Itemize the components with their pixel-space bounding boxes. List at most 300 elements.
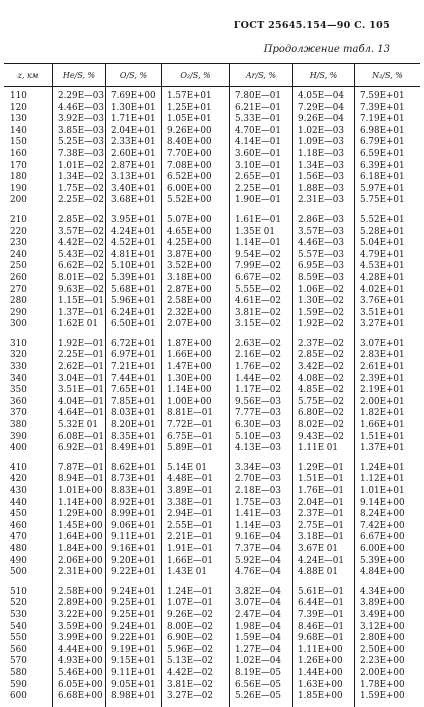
value-cell: 2.87E+01 <box>111 160 156 171</box>
value-cell: 1.91E—01 <box>167 543 213 554</box>
value-cell: 6.05E+00 <box>58 679 103 690</box>
value-cell: 5.68E+01 <box>111 284 156 295</box>
altitude-cell: 450 <box>10 509 27 520</box>
value-cell: 1.01E+01 <box>360 486 405 496</box>
value-cell: 5.26E—05 <box>235 691 281 702</box>
value-cell: 4.88E 01 <box>298 567 338 578</box>
value-cell: 6.97E+01 <box>111 350 156 361</box>
value-cell: 7.87E—01 <box>58 462 104 473</box>
altitude-cell: 140 <box>10 125 27 136</box>
value-cell: 2.47E—04 <box>235 609 281 620</box>
row-block <box>162 583 229 707</box>
value-cell: 8.02E—02 <box>298 420 344 431</box>
value-cell: 9.43E—02 <box>298 431 344 442</box>
value-cell: 1.26E+00 <box>298 656 343 667</box>
header-h: H/S, % <box>292 64 354 86</box>
value-cell: 5.43E—02 <box>58 249 104 260</box>
value-cell: 1.92E—01 <box>58 338 104 349</box>
value-cell: 2.83E+01 <box>360 350 405 361</box>
page-header: ГОСТ 25645.154—90 С. 105 <box>233 20 390 31</box>
altitude-cell: 330 <box>10 362 27 373</box>
column-o <box>105 87 161 707</box>
altitude-cell: 530 <box>10 609 27 620</box>
value-cell: 1.17E—02 <box>235 385 281 396</box>
value-cell: 4.02E+01 <box>360 284 405 295</box>
value-cell: 1.05E+01 <box>167 114 212 125</box>
altitude-cell: 130 <box>10 114 27 125</box>
value-cell: 3.57E—02 <box>58 226 104 237</box>
value-cell: 2.23E+00 <box>360 656 405 667</box>
value-cell: 9.26E—04 <box>298 114 344 125</box>
value-cell: 1.44E—02 <box>235 373 281 384</box>
header-ar: Ar/S, % <box>229 64 292 86</box>
row-block <box>106 459 161 583</box>
altitude-cell: 220 <box>10 226 27 237</box>
value-cell: 8.19E—05 <box>235 667 281 678</box>
value-cell: 2.87E+00 <box>167 284 212 295</box>
value-cell: 3.92E—03 <box>58 114 104 125</box>
altitude-cell: 440 <box>10 497 27 508</box>
value-cell: 2.18E—03 <box>235 486 281 496</box>
altitude-cell: 510 <box>10 586 27 597</box>
value-cell: 1.41E—03 <box>235 509 281 520</box>
value-cell: 1.76E—01 <box>298 486 344 496</box>
row-block <box>355 87 420 211</box>
altitude-cell: 520 <box>10 598 27 609</box>
value-cell: 3.76E+01 <box>360 296 405 307</box>
value-cell: 6.98E+01 <box>360 125 405 136</box>
value-cell: 3.89E—01 <box>167 486 213 496</box>
value-cell: 3.82E—04 <box>235 586 281 597</box>
value-cell: 9.22E+01 <box>111 567 156 578</box>
header-o2: O₂/S, % <box>161 64 229 86</box>
value-cell: 6.08E—01 <box>58 431 104 442</box>
value-cell: 6.68E+00 <box>58 691 103 702</box>
altitude-cell: 110 <box>10 91 27 101</box>
value-cell: 9.25E+01 <box>111 609 156 620</box>
value-cell: 1.11E+00 <box>298 644 343 655</box>
value-cell: 1.06E—02 <box>298 284 344 295</box>
value-cell: 6.90E—02 <box>167 633 213 644</box>
value-cell: 7.70E+00 <box>167 148 212 159</box>
value-cell: 3.99E+00 <box>58 633 103 644</box>
value-cell: 9.56E—03 <box>235 396 281 407</box>
value-cell: 4.81E+01 <box>111 249 156 260</box>
altitude-cell: 250 <box>10 261 27 272</box>
value-cell: 6.67E+00 <box>360 532 405 543</box>
altitude-cell: 460 <box>10 520 27 531</box>
value-cell: 5.33E—01 <box>235 114 281 125</box>
value-cell: 8.20E+01 <box>111 420 156 431</box>
value-cell: 1.59E—02 <box>298 307 344 318</box>
value-cell: 3.34E—03 <box>235 462 281 473</box>
header-n2: N₂/S, % <box>354 64 420 86</box>
row-block <box>106 335 161 459</box>
value-cell: 5.57E—03 <box>298 249 344 260</box>
value-cell: 7.19E+01 <box>360 114 405 125</box>
value-cell: 6.44E—01 <box>298 598 344 609</box>
table-header-row <box>4 63 420 87</box>
row-block <box>4 335 52 459</box>
value-cell: 5.52E+00 <box>167 195 212 206</box>
altitude-cell: 360 <box>10 396 27 407</box>
value-cell: 3.49E+00 <box>360 609 405 620</box>
value-cell: 1.29E—01 <box>298 462 344 473</box>
value-cell: 6.92E—01 <box>58 443 104 454</box>
value-cell: 9.16E—04 <box>235 532 281 543</box>
value-cell: 7.69E+00 <box>111 91 156 101</box>
row-block <box>293 335 354 459</box>
value-cell: 6.59E+01 <box>360 148 405 159</box>
value-cell: 5.28E+01 <box>360 226 405 237</box>
altitude-cell: 380 <box>10 420 27 431</box>
value-cell: 6.95E—03 <box>298 261 344 272</box>
value-cell: 9.15E+01 <box>111 656 156 667</box>
altitude-cell: 180 <box>10 172 27 183</box>
value-cell: 3.67E 01 <box>298 543 338 554</box>
value-cell: 5.10E+01 <box>111 261 156 272</box>
value-cell: 3.42E—02 <box>298 362 344 373</box>
column-o2 <box>161 87 229 707</box>
row-block <box>230 87 292 211</box>
value-cell: 1.15E—01 <box>58 296 104 307</box>
value-cell: 4.28E+01 <box>360 272 405 283</box>
value-cell: 6.00E+00 <box>360 543 405 554</box>
value-cell: 7.08E+00 <box>167 160 212 171</box>
value-cell: 1.14E—01 <box>235 238 281 249</box>
value-cell: 1.76E—02 <box>235 362 281 373</box>
value-cell: 8.24E+00 <box>360 509 405 520</box>
column-ar <box>229 87 292 707</box>
value-cell: 2.33E+01 <box>111 137 156 148</box>
altitude-cell: 260 <box>10 272 27 283</box>
value-cell: 2.61E+01 <box>360 362 405 373</box>
row-block <box>293 87 354 211</box>
value-cell: 5.39E+01 <box>111 272 156 283</box>
value-cell: 6.21E—01 <box>235 102 281 113</box>
value-cell: 2.37E—01 <box>298 509 344 520</box>
value-cell: 1.18E—03 <box>298 148 344 159</box>
value-cell: 9.54E—02 <box>235 249 281 260</box>
row-block <box>4 459 52 583</box>
value-cell: 1.30E—02 <box>298 296 344 307</box>
value-cell: 2.16E—02 <box>235 350 281 361</box>
value-cell: 8.03E+01 <box>111 408 156 419</box>
value-cell: 1.37E+01 <box>360 443 405 454</box>
value-cell: 2.19E+01 <box>360 385 405 396</box>
header-o: O/S, % <box>105 64 161 86</box>
value-cell: 5.13E—02 <box>167 656 213 667</box>
value-cell: 5.04E+01 <box>360 238 405 249</box>
value-cell: 1.45E+00 <box>58 520 103 531</box>
value-cell: 3.51E+01 <box>360 307 405 318</box>
value-cell: 2.85E—02 <box>298 350 344 361</box>
value-cell: 6.80E—02 <box>298 408 344 419</box>
value-cell: 1.66E+00 <box>167 350 212 361</box>
row-block <box>53 87 105 211</box>
row-block <box>53 583 105 707</box>
row-block <box>355 211 420 335</box>
altitude-cell: 310 <box>10 338 27 349</box>
value-cell: 6.24E+01 <box>111 307 156 318</box>
row-block <box>162 211 229 335</box>
value-cell: 8.01E—02 <box>58 272 104 283</box>
value-cell: 1.51E—01 <box>298 474 344 485</box>
altitude-cell: 390 <box>10 431 27 442</box>
value-cell: 3.12E+00 <box>360 621 405 632</box>
value-cell: 3.40E+01 <box>111 183 156 194</box>
altitude-cell: 580 <box>10 667 27 678</box>
value-cell: 6.67E—02 <box>235 272 281 283</box>
altitude-cell: 270 <box>10 284 27 295</box>
altitude-cell: 570 <box>10 656 27 667</box>
altitude-cell: 300 <box>10 319 27 330</box>
value-cell: 8.46E—01 <box>298 621 344 632</box>
value-cell: 5.75E+01 <box>360 195 405 206</box>
value-cell: 5.07E+00 <box>167 214 212 225</box>
altitude-cell: 370 <box>10 408 27 419</box>
value-cell: 1.75E—02 <box>58 183 104 194</box>
value-cell: 1.24E+01 <box>360 462 405 473</box>
value-cell: 1.63E+00 <box>298 679 343 690</box>
value-cell: 2.00E+01 <box>360 396 405 407</box>
value-cell: 1.12E+01 <box>360 474 405 485</box>
value-cell: 8.62E+01 <box>111 462 156 473</box>
row-block <box>230 335 292 459</box>
value-cell: 4.46E—03 <box>58 102 104 113</box>
value-cell: 3.57E—03 <box>298 226 344 237</box>
value-cell: 7.99E—02 <box>235 261 281 272</box>
value-cell: 1.66E—01 <box>167 555 213 566</box>
value-cell: 2.31E—03 <box>298 195 344 206</box>
value-cell: 9.24E+01 <box>111 586 156 597</box>
value-cell: 1.85E+00 <box>298 691 343 702</box>
value-cell: 6.18E+01 <box>360 172 405 183</box>
value-cell: 3.04E—01 <box>58 373 104 384</box>
altitude-cell: 120 <box>10 102 27 113</box>
altitude-cell: 290 <box>10 307 27 318</box>
row-block <box>162 335 229 459</box>
row-block <box>293 211 354 335</box>
value-cell: 7.37E—04 <box>235 543 281 554</box>
value-cell: 8.81E—01 <box>167 408 213 419</box>
value-cell: 8.49E+01 <box>111 443 156 454</box>
data-table <box>4 63 420 707</box>
value-cell: 4.08E—02 <box>298 373 344 384</box>
value-cell: 8.40E+00 <box>167 137 212 148</box>
header-he: He/S, % <box>52 64 105 86</box>
value-cell: 9.19E+01 <box>111 644 156 655</box>
value-cell: 3.18E+00 <box>167 272 212 283</box>
value-cell: 9.63E—02 <box>58 284 104 295</box>
value-cell: 3.27E—02 <box>167 691 213 702</box>
value-cell: 4.70E—01 <box>235 125 281 136</box>
value-cell: 2.86E—03 <box>298 214 344 225</box>
value-cell: 1.51E+01 <box>360 431 405 442</box>
value-cell: 1.34E—02 <box>58 172 104 183</box>
altitude-cell: 340 <box>10 373 27 384</box>
value-cell: 5.10E—03 <box>235 431 281 442</box>
altitude-cell: 280 <box>10 296 27 307</box>
value-cell: 1.92E—02 <box>298 319 344 330</box>
value-cell: 7.21E+01 <box>111 362 156 373</box>
value-cell: 2.00E+00 <box>360 667 405 678</box>
value-cell: 2.94E—01 <box>167 509 213 520</box>
value-cell: 9.16E+01 <box>111 543 156 554</box>
value-cell: 7.77E—03 <box>235 408 281 419</box>
value-cell: 6.50E+01 <box>111 319 156 330</box>
value-cell: 7.42E+00 <box>360 520 405 531</box>
row-block <box>230 459 292 583</box>
altitude-cell: 540 <box>10 621 27 632</box>
value-cell: 2.21E—01 <box>167 532 213 543</box>
altitude-cell: 550 <box>10 633 27 644</box>
value-cell: 4.64E—01 <box>58 408 104 419</box>
value-cell: 3.27E+01 <box>360 319 405 330</box>
altitude-cell: 430 <box>10 486 27 496</box>
value-cell: 2.63E—02 <box>235 338 281 349</box>
value-cell: 2.60E+01 <box>111 148 156 159</box>
row-block <box>106 583 161 707</box>
value-cell: 1.59E+00 <box>360 691 405 702</box>
value-cell: 4.52E+01 <box>111 238 156 249</box>
altitude-cell: 190 <box>10 183 27 194</box>
value-cell: 4.24E+01 <box>111 226 156 237</box>
value-cell: 9.11E+01 <box>111 667 156 678</box>
value-cell: 9.11E+01 <box>111 532 156 543</box>
value-cell: 5.32E 01 <box>58 420 98 431</box>
header-altitude: z, км <box>17 70 39 80</box>
value-cell: 2.62E—01 <box>58 362 104 373</box>
value-cell: 7.65E+01 <box>111 385 156 396</box>
value-cell: 2.75E—01 <box>298 520 344 531</box>
value-cell: 8.83E+01 <box>111 486 156 496</box>
value-cell: 1.09E—03 <box>298 137 344 148</box>
table-body <box>4 87 420 707</box>
value-cell: 1.64E+00 <box>58 532 103 543</box>
value-cell: 4.44E+00 <box>58 644 103 655</box>
value-cell: 9.20E+01 <box>111 555 156 566</box>
value-cell: 1.00E+00 <box>167 396 212 407</box>
value-cell: 2.32E+00 <box>167 307 212 318</box>
altitude-cell: 160 <box>10 148 27 159</box>
value-cell: 3.38E—01 <box>167 497 213 508</box>
value-cell: 3.18E—01 <box>298 532 344 543</box>
value-cell: 5.61E—01 <box>298 586 344 597</box>
value-cell: 2.07E+00 <box>167 319 212 330</box>
value-cell: 8.99E+01 <box>111 509 156 520</box>
altitude-cell: 150 <box>10 137 27 148</box>
value-cell: 2.25E—01 <box>235 183 281 194</box>
value-cell: 8.98E+01 <box>111 691 156 702</box>
value-cell: 1.30E+00 <box>167 373 212 384</box>
value-cell: 1.87E+00 <box>167 338 212 349</box>
value-cell: 2.89E+00 <box>58 598 103 609</box>
value-cell: 2.04E+01 <box>111 125 156 136</box>
value-cell: 1.37E—01 <box>58 307 104 318</box>
row-block <box>106 87 161 211</box>
column-altitude <box>4 87 52 707</box>
value-cell: 5.14E 01 <box>167 462 207 473</box>
row-block <box>53 211 105 335</box>
value-cell: 1.29E+00 <box>58 509 103 520</box>
value-cell: 5.89E—01 <box>167 443 213 454</box>
value-cell: 2.50E+00 <box>360 644 405 655</box>
value-cell: 1.27E—04 <box>235 644 281 655</box>
value-cell: 2.58E+00 <box>58 586 103 597</box>
altitude-cell: 210 <box>10 214 27 225</box>
value-cell: 3.85E—03 <box>58 125 104 136</box>
value-cell: 4.46E—03 <box>298 238 344 249</box>
value-cell: 1.02E—03 <box>298 125 344 136</box>
value-cell: 9.25E+01 <box>111 598 156 609</box>
value-cell: 5.55E—02 <box>235 284 281 295</box>
value-cell: 1.14E+00 <box>167 385 212 396</box>
value-cell: 3.89E+00 <box>360 598 405 609</box>
altitude-cell: 410 <box>10 462 27 473</box>
value-cell: 1.78E+00 <box>360 679 405 690</box>
value-cell: 3.13E+01 <box>111 172 156 183</box>
value-cell: 1.34E—03 <box>298 160 344 171</box>
value-cell: 9.68E—01 <box>298 633 344 644</box>
value-cell: 1.84E+00 <box>58 543 103 554</box>
table-continuation-caption: Продолжение табл. 13 <box>263 44 390 55</box>
value-cell: 4.25E+00 <box>167 238 212 249</box>
value-cell: 5.75E—02 <box>298 396 344 407</box>
value-cell: 4.34E+00 <box>360 586 405 597</box>
value-cell: 2.04E—01 <box>298 497 344 508</box>
value-cell: 4.48E—01 <box>167 474 213 485</box>
value-cell: 1.01E—02 <box>58 160 104 171</box>
value-cell: 4.53E+01 <box>360 261 405 272</box>
altitude-cell: 200 <box>10 195 27 206</box>
value-cell: 9.14E+00 <box>360 497 405 508</box>
altitude-cell: 490 <box>10 555 27 566</box>
value-cell: 4.13E—03 <box>235 443 281 454</box>
row-block <box>293 459 354 583</box>
altitude-cell: 320 <box>10 350 27 361</box>
value-cell: 7.72E—01 <box>167 420 213 431</box>
value-cell: 2.06E+00 <box>58 555 103 566</box>
value-cell: 3.68E+01 <box>111 195 156 206</box>
value-cell: 1.43E 01 <box>167 567 207 578</box>
value-cell: 4.05E—04 <box>298 91 344 101</box>
value-cell: 4.76E—04 <box>235 567 281 578</box>
value-cell: 7.39E—01 <box>298 609 344 620</box>
value-cell: 1.71E+01 <box>111 114 156 125</box>
value-cell: 4.93E+00 <box>58 656 103 667</box>
value-cell: 2.85E—02 <box>58 214 104 225</box>
value-cell: 1.62E 01 <box>58 319 98 330</box>
value-cell: 4.85E—02 <box>298 385 344 396</box>
value-cell: 2.55E—01 <box>167 520 213 531</box>
value-cell: 5.97E+01 <box>360 183 405 194</box>
value-cell: 7.80E—01 <box>235 91 281 101</box>
value-cell: 1.02E—04 <box>235 656 281 667</box>
altitude-cell: 500 <box>10 567 27 578</box>
value-cell: 4.42E—02 <box>167 667 213 678</box>
row-block <box>355 583 420 707</box>
value-cell: 1.66E+01 <box>360 420 405 431</box>
value-cell: 3.22E+00 <box>58 609 103 620</box>
value-cell: 2.39E+01 <box>360 373 405 384</box>
row-block <box>355 459 420 583</box>
value-cell: 5.92E—04 <box>235 555 281 566</box>
value-cell: 6.00E+00 <box>167 183 212 194</box>
value-cell: 3.81E—02 <box>235 307 281 318</box>
value-cell: 3.95E+01 <box>111 214 156 225</box>
row-block <box>106 211 161 335</box>
